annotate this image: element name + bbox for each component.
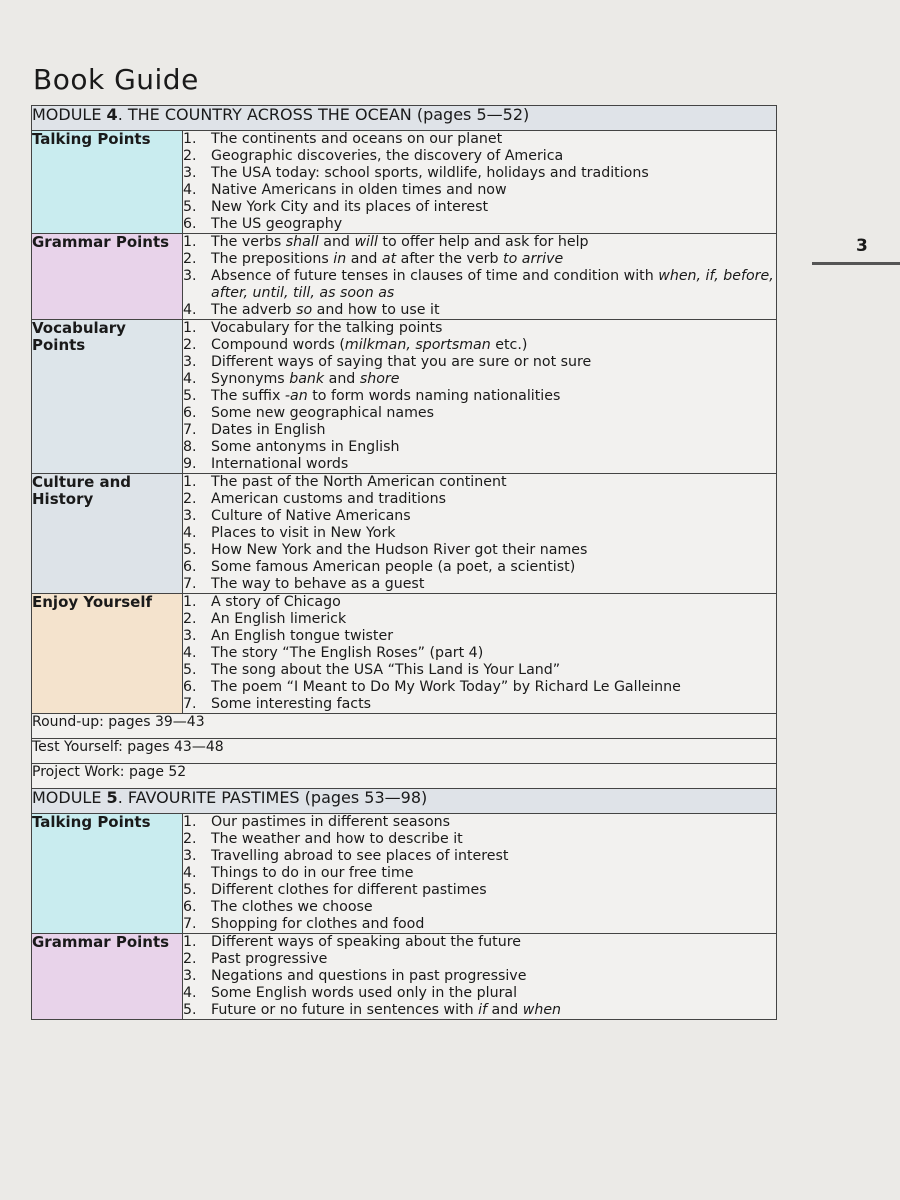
list-item: 2. Past progressive: [183, 951, 328, 967]
list-item: 3. The USA today: school sports, wildlife, holidays and traditions: [183, 165, 649, 181]
list-item: 1. Different ways of speaking about the future: [183, 934, 521, 950]
list-item: 2. An English limerick: [183, 611, 347, 627]
roundup-pages: Round-up: pages 39—43: [32, 714, 777, 739]
list-item: 6. Some famous American people (a poet, a scientist): [183, 559, 576, 575]
list-item: 3. Negations and questions in past progressive: [183, 968, 527, 984]
page-number-rule: [812, 262, 900, 265]
list-item: 1. The past of the North American continent: [183, 474, 507, 490]
list-item: 4. The adverb so and how to use it: [183, 302, 440, 318]
list-item: 6. Some new geographical names: [183, 405, 435, 421]
list-item: 4. The story “The English Roses” (part 4): [183, 645, 484, 661]
talking-points-list: [183, 131, 776, 233]
list-item: 4. Some English words used only in the plural: [183, 985, 518, 1001]
enjoy-yourself-label: Enjoy Yourself: [32, 594, 183, 714]
list-item: 3. Absence of future tenses in clauses of time and condition with when, if, before, after, until, till, as soon as: [183, 268, 774, 301]
grammar-points-label: Grammar Points: [32, 934, 183, 1020]
list-item: 2. Compound words (milkman, sportsman etc.): [183, 337, 528, 353]
grammar-points-list: [183, 934, 776, 1019]
project-work-row: [32, 764, 777, 789]
list-item: 5. The suffix -an to form words naming nationalities: [183, 388, 561, 404]
module-5-prefix: MODULE: [32, 788, 102, 807]
module-4-talking-points-row: [32, 131, 777, 234]
project-work-page: Project Work: page 52: [32, 764, 777, 789]
list-item: 2. Geographic discoveries, the discovery of America: [183, 148, 564, 164]
grammar-points-list: [183, 234, 776, 319]
list-item: 4. Places to visit in New York: [183, 525, 396, 541]
module-5-header: [32, 789, 777, 814]
list-item: 2. The weather and how to describe it: [183, 831, 463, 847]
enjoy-yourself-list: [183, 594, 776, 713]
list-item: 3. Culture of Native Americans: [183, 508, 411, 524]
page-number: 3: [856, 236, 868, 256]
module-4-prefix: MODULE: [32, 105, 102, 124]
list-item: 4. Native Americans in olden times and now: [183, 182, 507, 198]
module-4-culture-history-row: [32, 474, 777, 594]
list-item: 3. Travelling abroad to see places of interest: [183, 848, 509, 864]
roundup-row: [32, 714, 777, 739]
culture-history-label: Culture and History: [32, 474, 183, 594]
list-item: 7. The way to behave as a guest: [183, 576, 425, 592]
list-item: 7. Dates in English: [183, 422, 326, 438]
module-4-vocabulary-points-row: [32, 320, 777, 474]
vocabulary-points-list: [183, 320, 776, 473]
module-4-enjoy-yourself-row: [32, 594, 777, 714]
list-item: 2. American customs and traditions: [183, 491, 446, 507]
list-item: 1. A story of Chicago: [183, 594, 341, 610]
test-yourself-row: [32, 739, 777, 764]
list-item: 1. Vocabulary for the talking points: [183, 320, 443, 336]
talking-points-list: [183, 814, 776, 933]
module-5-talking-points-row: [32, 814, 777, 934]
book-guide-table: [31, 105, 777, 1020]
list-item: 1. Our pastimes in different seasons: [183, 814, 451, 830]
list-item: 8. Some antonyms in English: [183, 439, 400, 455]
module-4-number: 4: [106, 105, 118, 124]
talking-points-label: Talking Points: [32, 814, 183, 934]
module-4-title: . THE COUNTRY ACROSS THE OCEAN (pages 5—52): [117, 105, 530, 124]
list-item: 7. Some interesting facts: [183, 696, 372, 712]
list-item: 1. The verbs shall and will to offer help and ask for help: [183, 234, 589, 250]
grammar-points-label: Grammar Points: [32, 234, 183, 320]
test-yourself-pages: Test Yourself: pages 43—48: [32, 739, 777, 764]
list-item: 6. The clothes we choose: [183, 899, 373, 915]
culture-history-list: [183, 474, 776, 593]
list-item: 5. How New York and the Hudson River got their names: [183, 542, 588, 558]
list-item: 4. Synonyms bank and shore: [183, 371, 400, 387]
vocabulary-points-label: Vocabulary Points: [32, 320, 183, 474]
list-item: 1. The continents and oceans on our planet: [183, 131, 503, 147]
list-item: 5. New York City and its places of interest: [183, 199, 489, 215]
list-item: 5. Future or no future in sentences with if and when: [183, 1002, 562, 1018]
list-item: 4. Things to do in our free time: [183, 865, 414, 881]
module-4-header: [32, 106, 777, 131]
list-item: 9. International words: [183, 456, 349, 472]
list-item: 5. The song about the USA “This Land is Your Land”: [183, 662, 561, 678]
page-title: Book Guide: [33, 63, 199, 96]
list-item: 3. Different ways of saying that you are sure or not sure: [183, 354, 592, 370]
module-5-number: 5: [106, 788, 118, 807]
module-4-grammar-points-row: [32, 234, 777, 320]
list-item: 5. Different clothes for different pastimes: [183, 882, 487, 898]
talking-points-label: Talking Points: [32, 131, 183, 234]
module-5-title: . FAVOURITE PASTIMES (pages 53—98): [117, 788, 428, 807]
list-item: 6. The poem “I Meant to Do My Work Today” by Richard Le Galleinne: [183, 679, 681, 695]
list-item: 3. An English tongue twister: [183, 628, 394, 644]
module-5-grammar-points-row: [32, 934, 777, 1020]
list-item: 7. Shopping for clothes and food: [183, 916, 425, 932]
list-item: 6. The US geography: [183, 216, 343, 232]
list-item: 2. The prepositions in and at after the verb to arrive: [183, 251, 564, 267]
